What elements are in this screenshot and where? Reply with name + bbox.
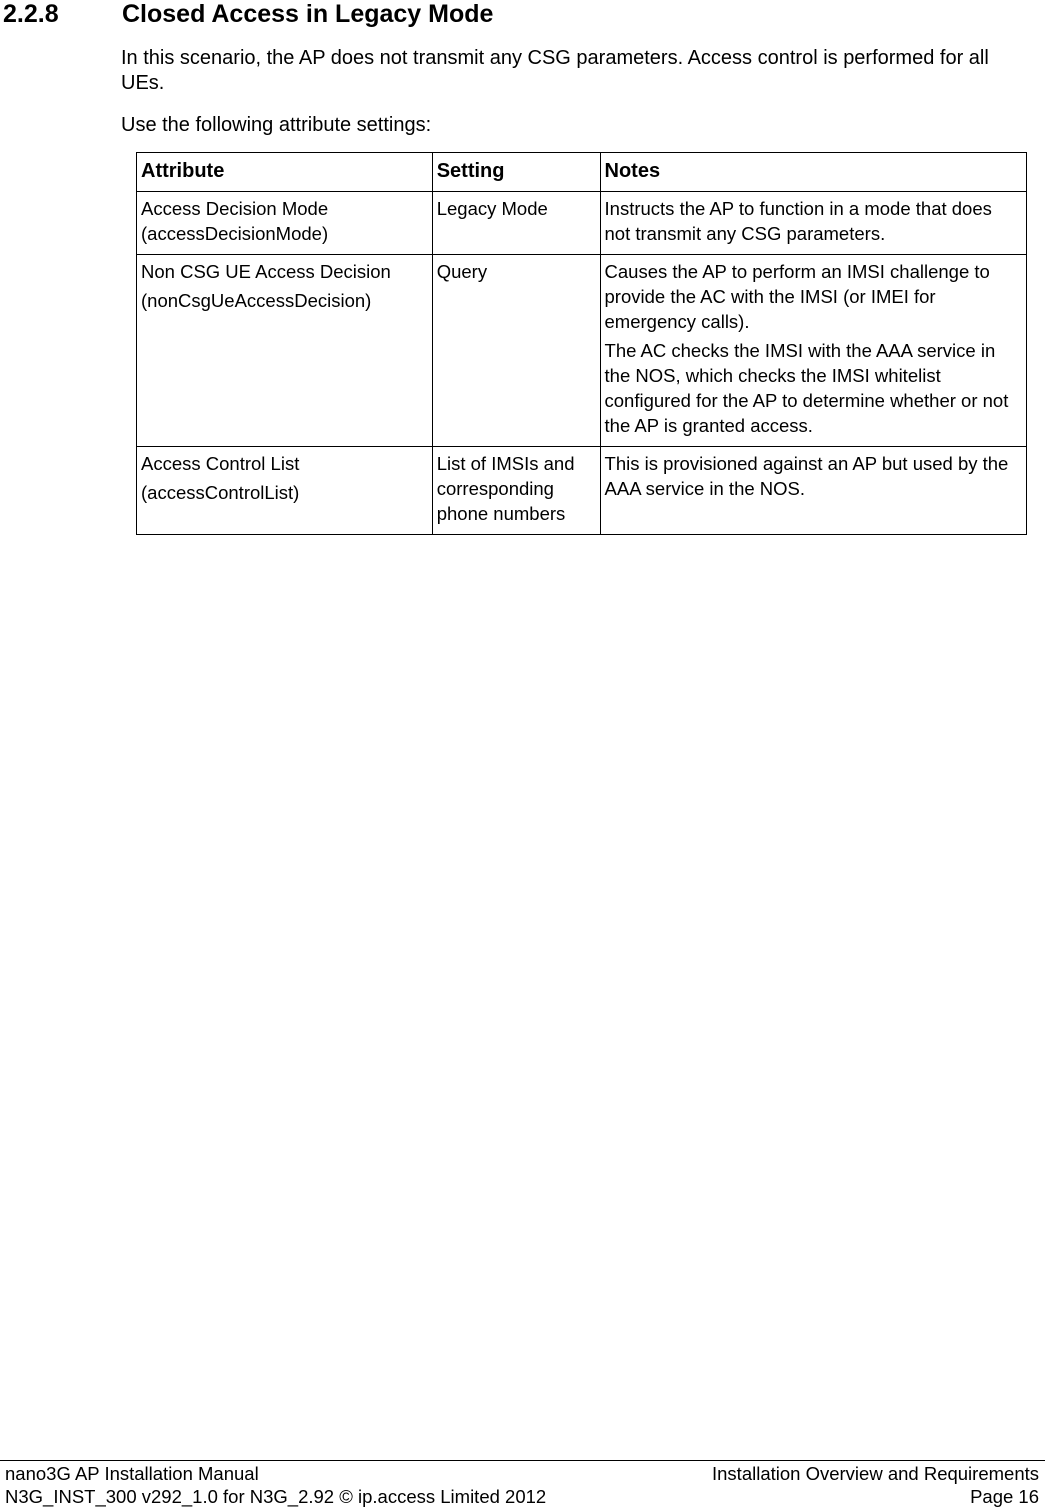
- table-row: [137, 255, 1027, 447]
- cell-setting: Query: [432, 255, 600, 447]
- notes-text: Instructs the AP to function in a mode that does not transmit any CSG parameters.: [604, 198, 992, 244]
- cell-setting: List of IMSIs and corresponding phone numbers: [432, 447, 600, 535]
- cell-notes: [600, 192, 1026, 255]
- attribute-key: (accessDecisionMode): [141, 223, 329, 244]
- use-paragraph: Use the following attribute settings:: [121, 114, 432, 136]
- attribute-name: Access Control List: [141, 453, 300, 474]
- section-number: 2.2.8: [3, 0, 59, 28]
- cell-attribute: [137, 447, 433, 535]
- header-attribute: Attribute: [137, 153, 433, 192]
- footer-page-number: Page 16: [970, 1486, 1039, 1507]
- table-row: [137, 192, 1027, 255]
- attribute-key: (accessControlList): [141, 482, 300, 503]
- cell-notes: [600, 255, 1026, 447]
- footer-document-id: N3G_INST_300 v292_1.0 for N3G_2.92 © ip.access Limited 2012: [5, 1486, 547, 1507]
- section-heading: [3, 0, 493, 28]
- attribute-key: (nonCsgUeAccessDecision): [141, 290, 372, 311]
- attribute-name: Access Decision Mode: [141, 198, 329, 219]
- cell-setting: Legacy Mode: [432, 192, 600, 255]
- attribute-name: Non CSG UE Access Decision: [141, 261, 391, 282]
- cell-notes: [600, 447, 1026, 535]
- footer-chapter-title: Installation Overview and Requirements: [712, 1463, 1039, 1484]
- footer-divider: [0, 1460, 1045, 1461]
- notes-text: Causes the AP to perform an IMSI challenge to provide the AC with the IMSI (or IMEI for emergency calls).: [604, 261, 990, 332]
- footer-manual-title: nano3G AP Installation Manual: [5, 1463, 259, 1484]
- table-row: [137, 447, 1027, 535]
- notes-text: This is provisioned against an AP but used by the AAA service in the NOS.: [604, 453, 1009, 499]
- section-title: Closed Access in Legacy Mode: [122, 0, 494, 28]
- notes-text: The AC checks the IMSI with the AAA service in the NOS, which checks the IMSI whitelist configured for the AP to determine whether or not the AP is granted access.: [604, 340, 1009, 436]
- cell-attribute: [137, 255, 433, 447]
- intro-paragraph: In this scenario, the AP does not transmit any CSG parameters. Access control is performed for all UEs.: [121, 47, 989, 94]
- header-setting: Setting: [432, 153, 600, 192]
- table-header-row: [137, 153, 1027, 192]
- header-notes: Notes: [600, 153, 1026, 192]
- attribute-table: [136, 152, 1027, 535]
- cell-attribute: [137, 192, 433, 255]
